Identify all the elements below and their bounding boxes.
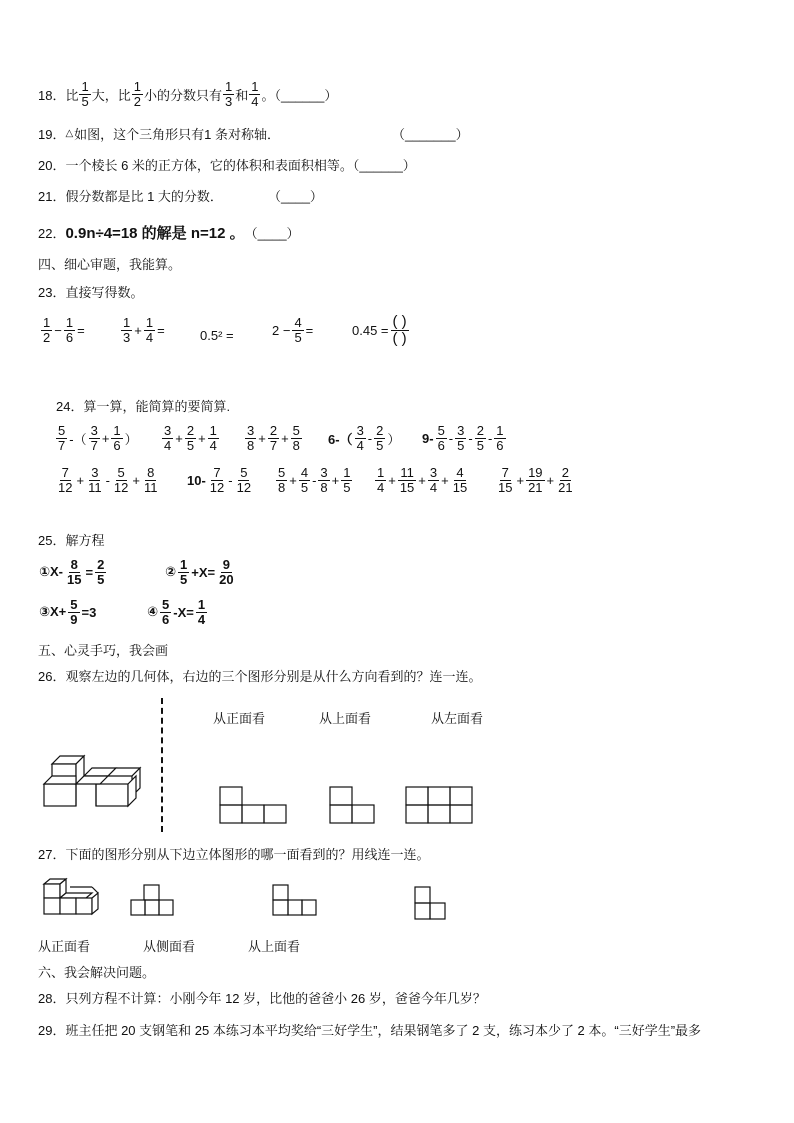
denominator: 8 [320, 479, 328, 495]
text: 比 [65, 87, 79, 103]
numerator: 7 [61, 465, 69, 480]
denominator: 5 [294, 329, 302, 345]
fraction [291, 424, 302, 452]
numerator: 4 [300, 465, 309, 480]
operator: + [198, 430, 206, 446]
operator: + [76, 472, 85, 488]
fraction [292, 316, 303, 344]
section-heading-4: 四、细心审题，我能算。 [38, 257, 182, 272]
fraction [374, 424, 385, 452]
question-20 [38, 155, 416, 174]
question-27 [38, 844, 429, 863]
q27-view-b [272, 884, 320, 918]
answer-blank: 。（______） [261, 87, 338, 103]
numerator: 7 [501, 465, 509, 480]
numerator: 2 [186, 423, 195, 438]
fraction [132, 80, 143, 108]
operator: + [418, 472, 426, 488]
numerator: 3 [356, 423, 364, 438]
denominator: 4 [209, 437, 217, 453]
numerator: 5 [117, 465, 125, 480]
question-29 [38, 1020, 701, 1039]
numerator: 1 [209, 423, 217, 438]
operator: + [441, 472, 449, 488]
numerator: 1 [123, 315, 131, 330]
question-22 [38, 222, 300, 243]
section-heading-5: 五、心灵手巧，我会画 [38, 643, 169, 658]
denominator: 4 [197, 611, 206, 627]
text: ④ [147, 604, 159, 620]
question-25 [38, 530, 104, 549]
text: ③X+ [39, 604, 67, 620]
question-number: 21． [38, 189, 66, 204]
q23-item-5 [351, 314, 410, 347]
numerator: 2 [97, 557, 105, 572]
denominator: 6 [65, 329, 74, 345]
fraction [160, 598, 171, 626]
numerator: 5 [292, 423, 300, 438]
numerator: 2 [476, 423, 484, 438]
triangle-icon: △ [65, 128, 74, 139]
numerator: 1 [377, 465, 385, 480]
operator: - [448, 430, 454, 446]
fraction [112, 466, 130, 494]
denominator: 6 [113, 437, 121, 453]
text: ② [165, 564, 177, 580]
fraction [79, 80, 90, 108]
question-number: 19． [38, 127, 66, 142]
numerator: 1 [197, 597, 206, 612]
denominator: 15 [498, 479, 513, 495]
fraction [86, 466, 104, 494]
fraction [268, 424, 279, 452]
q26-cube-solid-figure [40, 752, 144, 810]
denominator: 6 [496, 437, 504, 453]
equals: = [157, 322, 165, 338]
operator: 6-（ [328, 431, 353, 447]
denominator: 8 [247, 437, 255, 453]
question-text: 只列方程不计算：小刚今年 12 岁，比他的爸爸小 26 岁，爸爸今年几岁？ [65, 991, 486, 1006]
denominator: 4 [164, 437, 172, 453]
fraction [217, 558, 235, 586]
denominator: 2 [43, 329, 51, 345]
numerator: 3 [247, 423, 255, 438]
denominator: 9 [70, 611, 78, 627]
operator: - [105, 472, 110, 488]
fraction [428, 466, 439, 494]
numerator: 5 [240, 465, 248, 480]
q24-row2-expr-3 [275, 466, 353, 494]
equals: = [77, 322, 85, 338]
fraction [121, 316, 132, 344]
denominator: 5 [376, 437, 384, 453]
denominator: 12 [113, 479, 129, 495]
operator: + [331, 472, 340, 488]
text: 和 [235, 87, 249, 103]
q24-row2-expr-1 [55, 466, 160, 494]
question-21 [38, 186, 223, 205]
denominator: 3 [123, 329, 131, 345]
fraction [455, 424, 466, 452]
text: 2 − [272, 322, 291, 338]
denominator: 5 [186, 437, 195, 453]
q24-row1-expr-3 [244, 424, 303, 452]
operator: + [546, 472, 555, 488]
numerator: 1 [496, 423, 504, 438]
q23-item-2 [120, 316, 166, 344]
text: =3 [81, 604, 97, 620]
numerator: 3 [457, 423, 465, 438]
fraction [318, 466, 329, 494]
denominator: 7 [58, 437, 66, 453]
denominator: 5 [457, 437, 465, 453]
equals: = [305, 322, 314, 338]
operator: ） [387, 431, 401, 447]
q24-row2-expr-5 [495, 466, 576, 494]
top-view-grid [329, 786, 377, 824]
operator: + [132, 472, 140, 488]
denominator: 8 [292, 437, 300, 453]
operator: - [468, 430, 473, 446]
view-label-left: 从左面看 [431, 711, 484, 726]
numerator: 3 [90, 423, 98, 438]
numerator: 3 [320, 465, 328, 480]
numerator: 1 [343, 465, 351, 480]
q24-row1-expr-4 [327, 424, 401, 452]
operator: - [312, 472, 317, 488]
question-number: 18． [38, 87, 66, 103]
denominator: 5 [97, 571, 105, 587]
question-23 [38, 282, 143, 301]
question-number: 26． [38, 669, 66, 684]
fraction [276, 466, 287, 494]
numerator: 5 [162, 597, 170, 612]
numerator: 1 [133, 79, 141, 94]
denominator: 12 [236, 479, 252, 495]
numerator: 5 [437, 423, 445, 438]
fraction [162, 424, 173, 452]
numerator: 5 [278, 465, 286, 480]
fraction [196, 598, 207, 626]
question-number: 23． [38, 285, 66, 300]
question-text: 0.9n÷4=18 的解是 n=12 。 [65, 225, 245, 242]
view-label-front: 从正面看 [213, 711, 266, 726]
operator: - [228, 472, 233, 488]
denominator: 4 [356, 437, 364, 453]
denominator: 4 [429, 479, 438, 495]
question-number: 25． [38, 533, 66, 548]
q23-item-1 [40, 316, 86, 344]
denominator: 5 [81, 93, 89, 109]
numerator: 8 [147, 465, 155, 480]
question-number: 20． [38, 158, 66, 173]
denominator: 8 [278, 479, 286, 495]
operator: 10- [187, 472, 206, 488]
denominator: 5 [343, 479, 351, 495]
denominator: 6 [437, 437, 445, 453]
question-18 [38, 80, 337, 108]
numerator: 1 [180, 557, 188, 572]
denominator: 5 [476, 437, 484, 453]
q27-label-side: 从侧面看 [143, 939, 196, 954]
q27-view-a [130, 884, 180, 918]
q24-row1-expr-2 [161, 424, 220, 452]
denominator: 15 [452, 479, 468, 495]
q27-label-top: 从上面看 [248, 939, 301, 954]
question-26 [38, 666, 481, 685]
fraction [111, 424, 122, 452]
numerator: 1 [113, 423, 121, 438]
answer-blank: （____） [244, 226, 300, 241]
question-number: 27． [38, 847, 66, 862]
fraction [95, 558, 106, 586]
fraction [556, 466, 574, 494]
fraction [398, 466, 416, 494]
numerator: 4 [294, 315, 302, 330]
denominator: 11 [88, 479, 102, 495]
fraction [56, 466, 74, 494]
fraction [65, 558, 83, 586]
denominator: 15 [67, 571, 82, 587]
q24-row2-expr-4 [374, 466, 470, 494]
fraction [451, 466, 469, 494]
numerator: 1 [81, 79, 89, 94]
question-24 [56, 396, 230, 415]
numerator-blank: ( ) [392, 313, 407, 330]
q24-row2-expr-2 [186, 466, 254, 494]
left-view-grid [405, 786, 475, 824]
question-text: 下面的图形分别从下边立体图形的哪一面看到的？用线连一连。 [65, 847, 430, 862]
numerator: 2 [561, 465, 569, 480]
fraction [436, 424, 447, 452]
denominator: 11 [143, 479, 158, 495]
numerator: 2 [376, 423, 384, 438]
numerator: 4 [456, 465, 464, 480]
question-number: 22． [38, 226, 66, 241]
fraction-blank [391, 314, 409, 347]
operator: 9- [422, 430, 434, 446]
text: 大，比 [91, 87, 131, 103]
fraction [142, 466, 160, 494]
q23-item-3: 0.5² = [200, 328, 234, 343]
fraction [64, 316, 75, 344]
question-text: 算一算，能简算的要简算. [83, 399, 231, 414]
operator: + [134, 322, 142, 338]
denominator: 4 [145, 329, 154, 345]
fraction [89, 424, 100, 452]
denominator: 2 [133, 93, 141, 109]
denominator: 20 [219, 571, 234, 587]
numerator: 7 [213, 465, 221, 480]
text: = [85, 564, 94, 580]
denominator: 5 [180, 571, 188, 587]
front-view-grid [219, 786, 287, 824]
fraction [249, 80, 260, 108]
numerator: 11 [400, 465, 414, 480]
fraction [68, 598, 79, 626]
question-19 [38, 124, 280, 143]
fraction [245, 424, 256, 452]
q27-view-c [414, 886, 448, 922]
numerator: 3 [429, 465, 438, 480]
operator: + [516, 472, 525, 488]
fraction [208, 424, 219, 452]
fraction [56, 424, 67, 452]
equation-2 [164, 558, 237, 586]
question-number: 24． [56, 399, 84, 414]
q23-item-4 [271, 316, 314, 344]
denominator: 21 [558, 479, 573, 495]
denominator: 4 [377, 479, 385, 495]
fraction [341, 466, 352, 494]
operator: − [54, 322, 62, 338]
question-text: 如图，这个三角形只有1 条对称轴． [74, 127, 281, 142]
q24-row1-expr-1 [55, 424, 139, 452]
question-text: 假分数都是比 1 大的分数． [65, 189, 223, 204]
fraction [375, 466, 386, 494]
denominator: 15 [399, 479, 415, 495]
section-heading-6: 六、我会解决问题。 [38, 965, 156, 980]
operator: - [367, 430, 373, 446]
text: 小的分数只有 [143, 87, 222, 103]
question-text: 班主任把 20 支钢笔和 25 本练习本平均奖给“三好学生”，结果钢笔多了 2 支，练习本少了 2 本。“三好学生”最多 [65, 1023, 702, 1038]
operator: -（ [69, 431, 87, 447]
numerator: 1 [145, 315, 154, 330]
operator: ） [124, 431, 138, 447]
text: ①X- [39, 564, 64, 580]
numerator: 3 [91, 465, 99, 480]
text: 0.45 = [352, 322, 389, 338]
text: -X= [173, 604, 194, 620]
operator: + [281, 430, 289, 446]
numerator: 5 [70, 597, 78, 612]
denominator-blank: ( ) [392, 329, 407, 347]
fraction [223, 80, 234, 108]
numerator: 1 [43, 315, 51, 330]
numerator: 1 [65, 315, 74, 330]
fraction [178, 558, 189, 586]
numerator: 2 [269, 423, 278, 438]
q27-label-front: 从正面看 [38, 939, 91, 954]
fraction [526, 466, 544, 494]
divider-dashed-line [161, 698, 163, 832]
fraction [475, 424, 486, 452]
view-label-top: 从上面看 [319, 711, 372, 726]
question-text: 观察左边的几何体，右边的三个图形分别是从什么方向看到的？连一连。 [65, 669, 482, 684]
denominator: 6 [162, 611, 170, 627]
operator: + [175, 430, 183, 446]
fraction [496, 466, 514, 494]
numerator: 19 [528, 465, 543, 480]
operator: + [388, 472, 396, 488]
question-text: 直接写得数。 [65, 285, 144, 300]
q27-cube-solid-figure [40, 878, 102, 918]
equation-1 [38, 558, 107, 586]
q24-row1-expr-5 [421, 424, 507, 452]
numerator: 1 [224, 79, 233, 94]
fraction [355, 424, 366, 452]
answer-blank-21: （____） [268, 189, 323, 204]
denominator: 3 [224, 93, 233, 109]
question-number: 29． [38, 1023, 66, 1038]
denominator: 21 [528, 479, 543, 495]
denominator: 12 [209, 479, 225, 495]
denominator: 12 [58, 479, 73, 495]
operator: - [487, 430, 493, 446]
numerator: 1 [251, 79, 259, 94]
fraction [208, 466, 226, 494]
question-text: 一个棱长 6 米的正方体，它的体积和表面积相等。（______） [65, 158, 416, 173]
operator: + [101, 430, 110, 446]
question-28 [38, 988, 486, 1007]
text: +X= [191, 564, 216, 580]
fraction [299, 466, 310, 494]
question-number: 28． [38, 991, 66, 1006]
fraction [494, 424, 505, 452]
numerator: 5 [58, 423, 66, 438]
operator: + [258, 430, 266, 446]
denominator: 5 [300, 479, 309, 495]
equation-4 [146, 598, 208, 626]
denominator: 7 [269, 437, 278, 453]
fraction [185, 424, 196, 452]
denominator: 4 [251, 93, 259, 109]
answer-blank-19: （_______） [392, 127, 469, 142]
operator: + [289, 472, 297, 488]
fraction [235, 466, 253, 494]
numerator: 9 [222, 557, 230, 572]
question-text: 解方程 [65, 533, 105, 548]
fraction [41, 316, 52, 344]
numerator: 3 [164, 423, 172, 438]
equation-3 [38, 598, 97, 626]
fraction [144, 316, 155, 344]
numerator: 8 [70, 557, 78, 572]
denominator: 7 [90, 437, 98, 453]
